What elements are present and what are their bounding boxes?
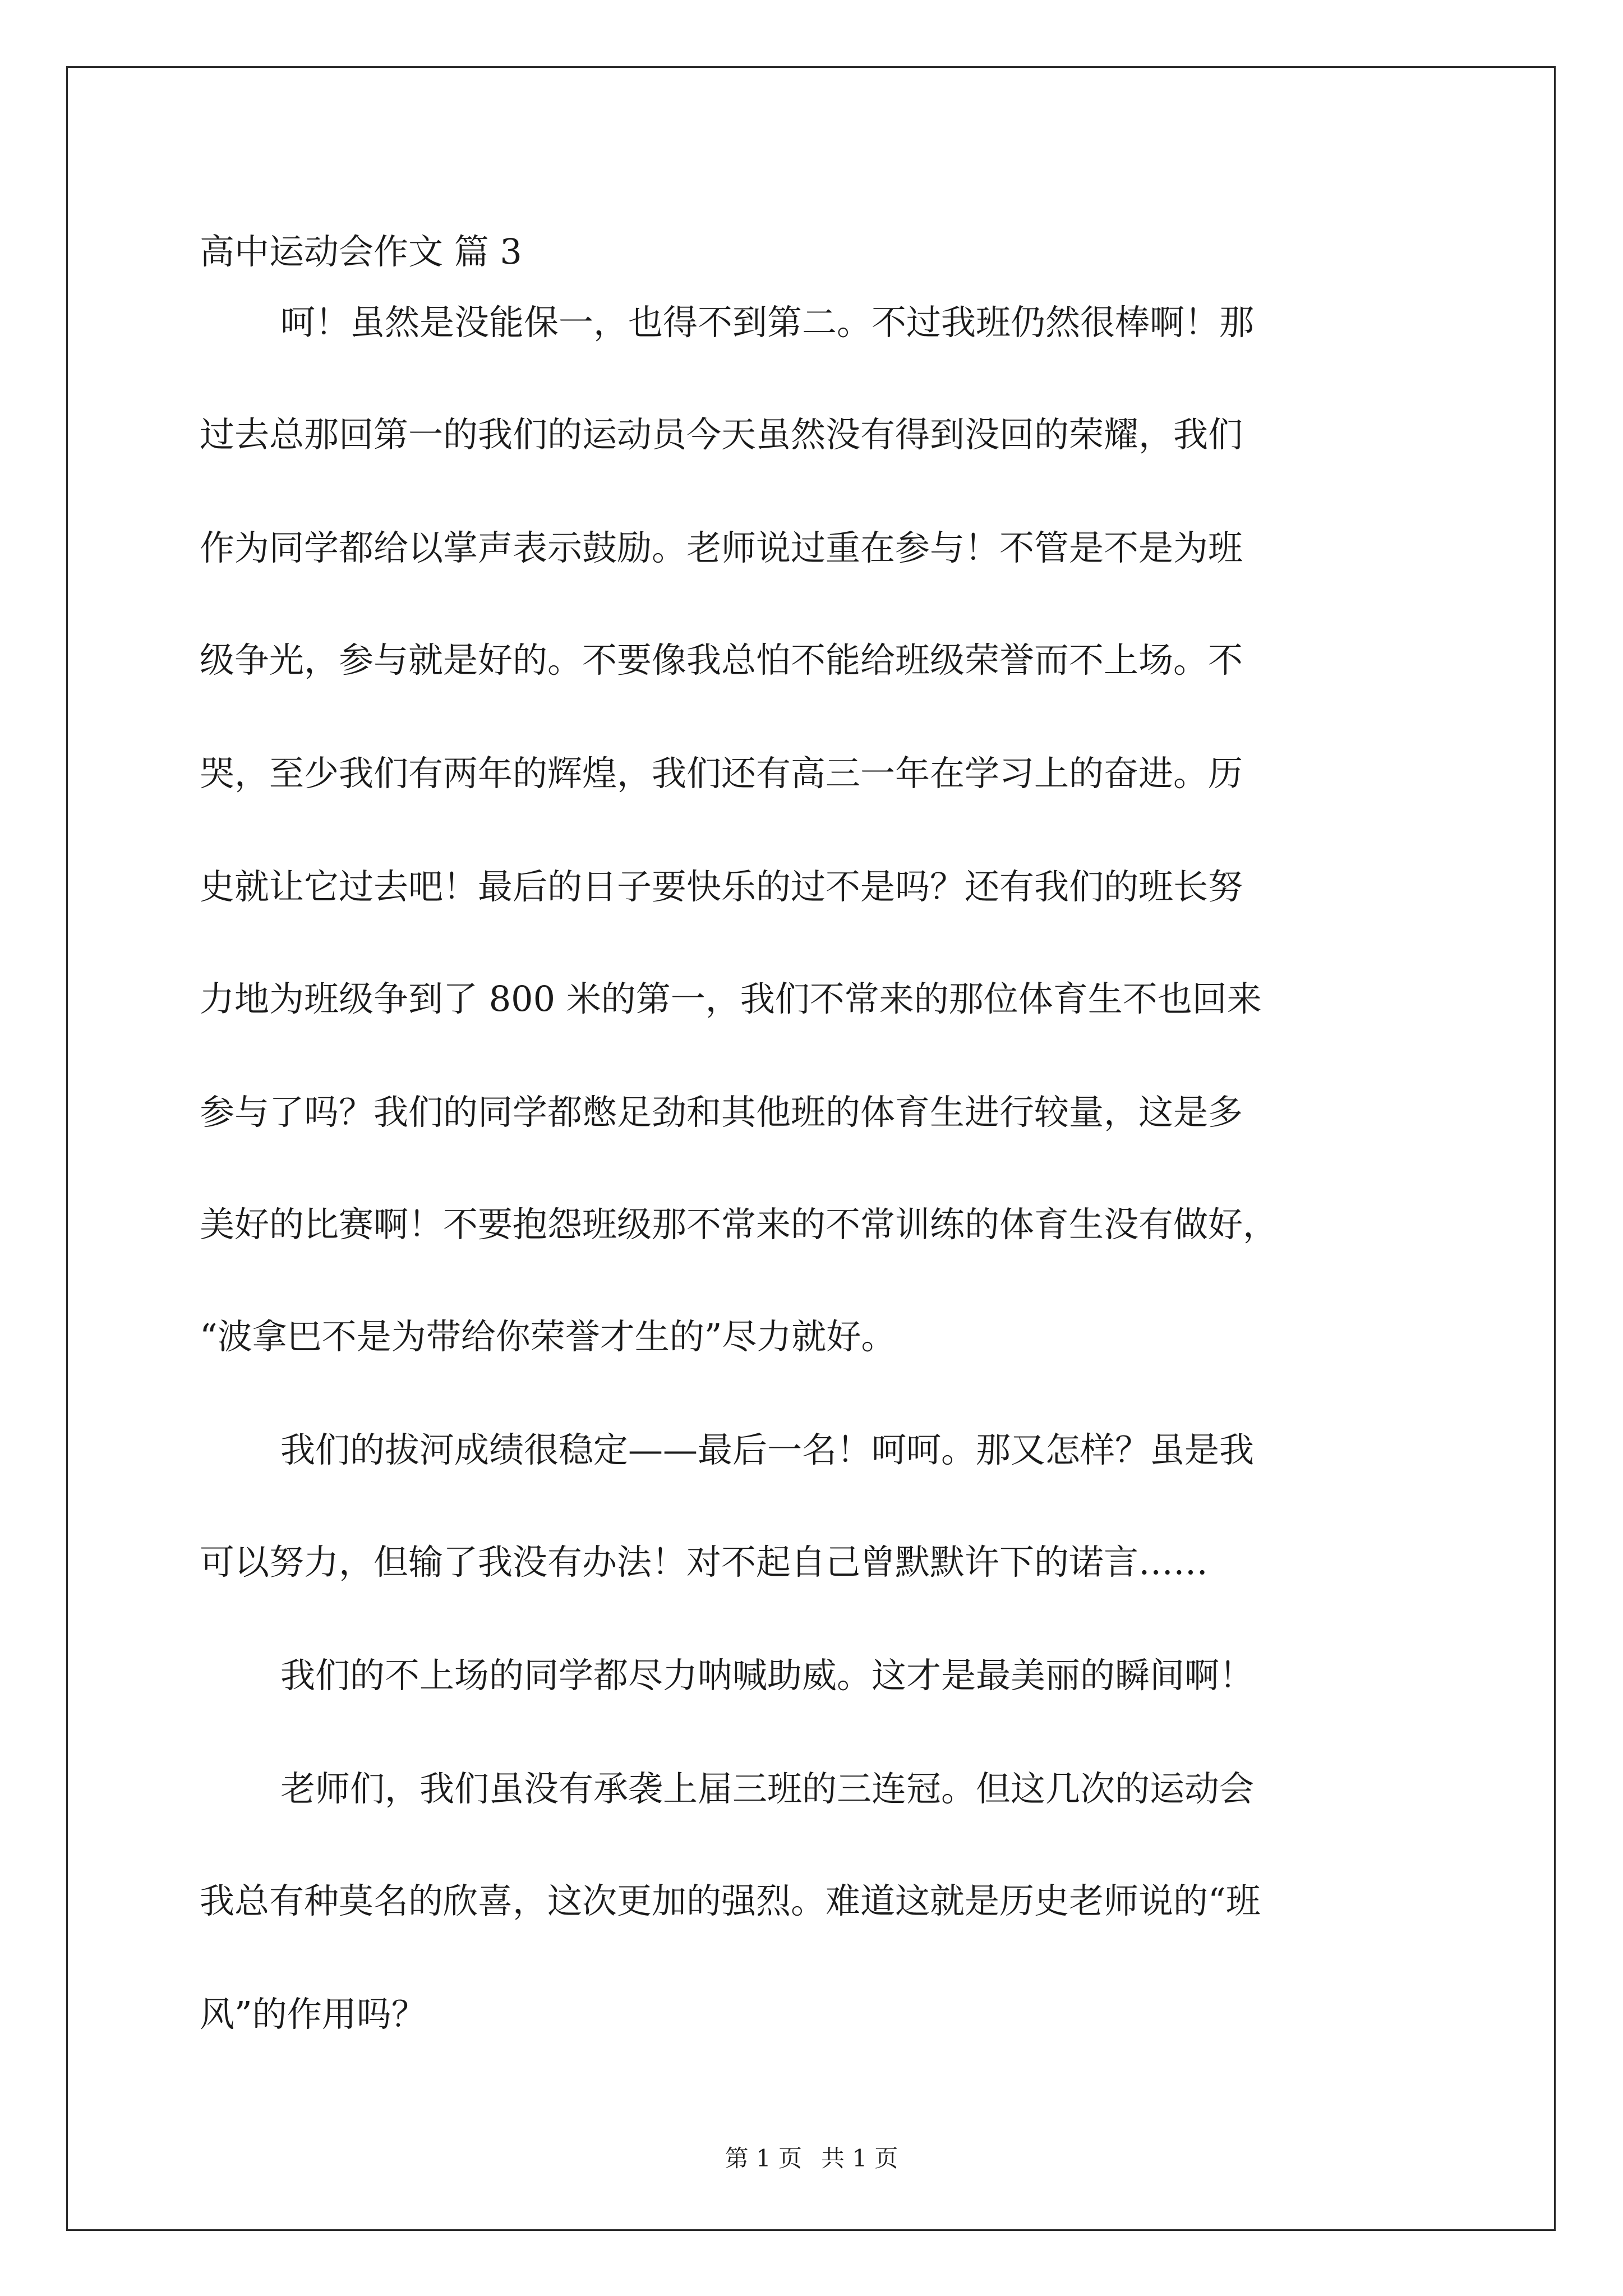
body-line-9: 美好的比赛啊！不要抱怨班级那不常来的不常训练的体育生没有做好， xyxy=(200,1204,1278,1245)
body-line-13: 我们的不上场的同学都尽力呐喊助威。这才是最美丽的瞬间啊！ xyxy=(280,1655,1255,1696)
body-line-11: 我们的拔河成绩很稳定——最后一名！呵呵。那又怎样？虽是我 xyxy=(280,1429,1255,1470)
page-footer xyxy=(0,2142,1623,2175)
body-line-3: 作为同学都给以掌声表示鼓励。老师说过重在参与！不管是不是为班 xyxy=(200,527,1243,568)
document-title: 高中运动会作文 篇 3 xyxy=(200,231,522,272)
body-line-14: 老师们，我们虽没有承袭上届三班的三连冠。但这几次的运动会 xyxy=(280,1768,1255,1809)
body-line-8: 参与了吗？我们的同学都憋足劲和其他班的体育生进行较量，这是多 xyxy=(200,1092,1243,1133)
body-line-12: 可以努力，但输了我没有办法！对不起自己曾默默许下的诺言…… xyxy=(200,1542,1209,1582)
page-number: 第 1 页 xyxy=(725,2145,802,2172)
body-line-2: 过去总那回第一的我们的运动员今天虽然没有得到没回的荣耀，我们 xyxy=(200,414,1243,455)
body-line-10: “波拿巴不是为带给你荣誉才生的”尽力就好。 xyxy=(200,1316,896,1357)
body-line-5: 哭，至少我们有两年的辉煌，我们还有高三一年在学习上的奋进。历 xyxy=(200,753,1243,794)
body-line-6: 史就让它过去吧！最后的日子要快乐的过不是吗？还有我们的班长努 xyxy=(200,866,1243,907)
body-line-4: 级争光，参与就是好的。不要像我总怕不能给班级荣誉而不上场。不 xyxy=(200,639,1243,680)
page-total: 共 1 页 xyxy=(821,2145,898,2172)
body-line-1: 呵！虽然是没能保一，也得不到第二。不过我班仍然很棒啊！那 xyxy=(280,302,1255,343)
body-line-15: 我总有种莫名的欣喜，这次更加的强烈。难道这就是历史老师说的“班 xyxy=(200,1880,1261,1921)
body-line-7: 力地为班级争到了 800 米的第一，我们不常来的那位体育生不也回来 xyxy=(200,978,1262,1019)
body-line-16: 风”的作用吗？ xyxy=(200,1994,426,2035)
